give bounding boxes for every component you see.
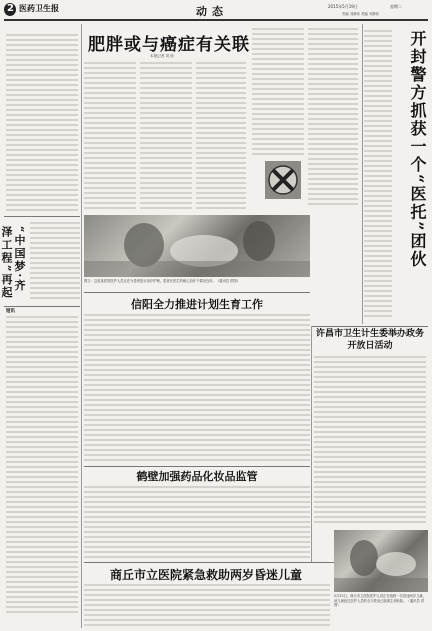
divider-left-top: [4, 216, 80, 217]
main-text-col-3: [140, 62, 192, 212]
xuchang-headline: 许昌市卫生计生委举办政务开放日活动: [315, 329, 424, 351]
page-number: 2: [7, 3, 14, 14]
zhongguomeng-headline: “中国梦·齐泽工程”再起: [0, 226, 26, 300]
masthead: [0, 0, 432, 22]
hebi-headline: 鹤壁加强药品化妆品监管: [136, 470, 258, 483]
xuchang-text: [314, 356, 426, 526]
divider-right-col: [362, 24, 363, 324]
paper-name: 医药卫生报: [19, 3, 59, 13]
column-label: 短讯: [6, 309, 15, 314]
divider-left-main: [81, 24, 82, 628]
shangqiu-photo-caption: 5月15日，商丘市立医院医护人员正在抢救一名昏迷两岁儿童，该儿童经过医护人员的全力救治已脱离生命危险。（通讯员 供图）: [334, 594, 427, 608]
shangqiu-photo: [334, 530, 428, 592]
divider-xinyang: [84, 292, 310, 293]
xinyang-headline: 信阳全力推进计划生育工作: [131, 298, 263, 311]
divider-hebi: [84, 466, 310, 467]
main-photo-caption: 图文：这是某医院医护人员正在为患者进行治疗护理，患者在医生的耐心治疗下情况良好。（通讯员 供图）: [84, 279, 241, 283]
main-byline: 本报记者 刘 欣: [150, 54, 174, 58]
main-text-col-4: [196, 62, 246, 212]
main-text-col-6: [308, 28, 358, 208]
masthead-rule: [4, 19, 428, 21]
shangqiu-headline: 商丘市立医院紧急救助两岁昏迷儿童: [109, 568, 302, 582]
edition-weekday: 星期二: [390, 4, 402, 9]
column-text: [6, 316, 78, 616]
main-headline: 肥胖或与癌症有关联: [88, 35, 250, 55]
zhongguomeng-text: [30, 222, 80, 300]
date-line: 2015年5月19日: [328, 4, 358, 9]
divider-column: [4, 306, 80, 307]
hebi-text: [84, 486, 310, 558]
main-text-col-5: [252, 28, 304, 158]
shangqiu-text: [84, 584, 330, 628]
no-obesity-graphic: [264, 160, 302, 200]
section-title: 动态: [196, 5, 228, 18]
divider-xuchang: [312, 326, 428, 327]
divider-mid-right: [311, 326, 312, 562]
main-photo: [84, 215, 310, 277]
editor-line: 责编 刘静伟 美编 刘静伟: [342, 12, 380, 16]
police-headline: 开封警方抓获一个“医托”团伙: [408, 30, 427, 269]
police-text: [364, 30, 392, 320]
xinyang-text: [84, 314, 310, 464]
main-text-col-1: [6, 34, 78, 214]
main-text-col-2: [84, 62, 136, 212]
